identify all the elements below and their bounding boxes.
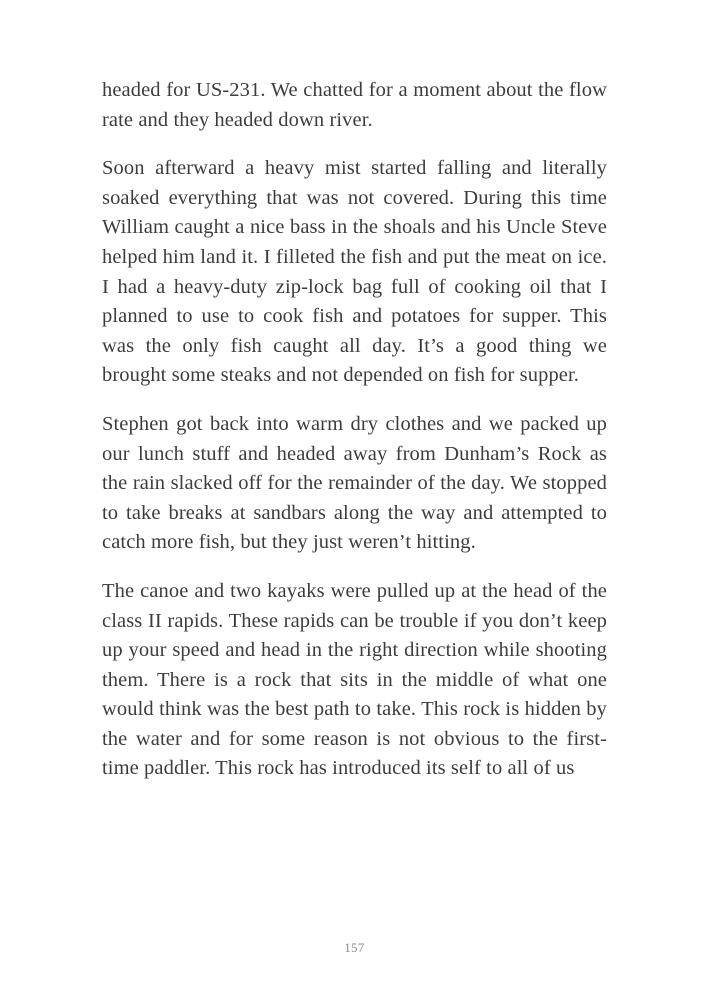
page-number: 157 — [344, 941, 365, 955]
paragraph: Soon afterward a heavy mist started falling and literally soaked everything that was not covered. During this time William caught a nice bass in the shoals and his Uncle Steve helped him land it. I filleted the fish and put the meat on ice. I had a heavy-duty zip-lock bag full of cooking oil that I planned to use to cook fish and potatoes for supper. This was the only fish caught all day. It’s a good thing we brought some steaks and not depended on fish for supper. — [102, 157, 607, 387]
paragraph: The canoe and two kayaks were pulled up at the head of the class II rapids. These rapids can be trouble if you don’t keep up your speed and head in the right direction while shooting them. There is a rock that sits in the middle of what one would think was the best path to take. This rock is hidden by the water and for some reason is not obvious to the first-time paddler. This rock has introduced its self to all of us — [102, 579, 607, 780]
paragraph: Stephen got back into warm dry clothes and we packed up our lunch stuff and headed away from Dunham’s Rock as the rain slacked off for the remainder of the day. We stopped to take breaks at sandbars along the way and attempted to catch more fish, but they just weren’t hitting. — [102, 412, 607, 554]
text-block — [102, 76, 607, 803]
paragraph: headed for US-231. We chatted for a moment about the flow rate and they headed down river. — [102, 79, 607, 131]
